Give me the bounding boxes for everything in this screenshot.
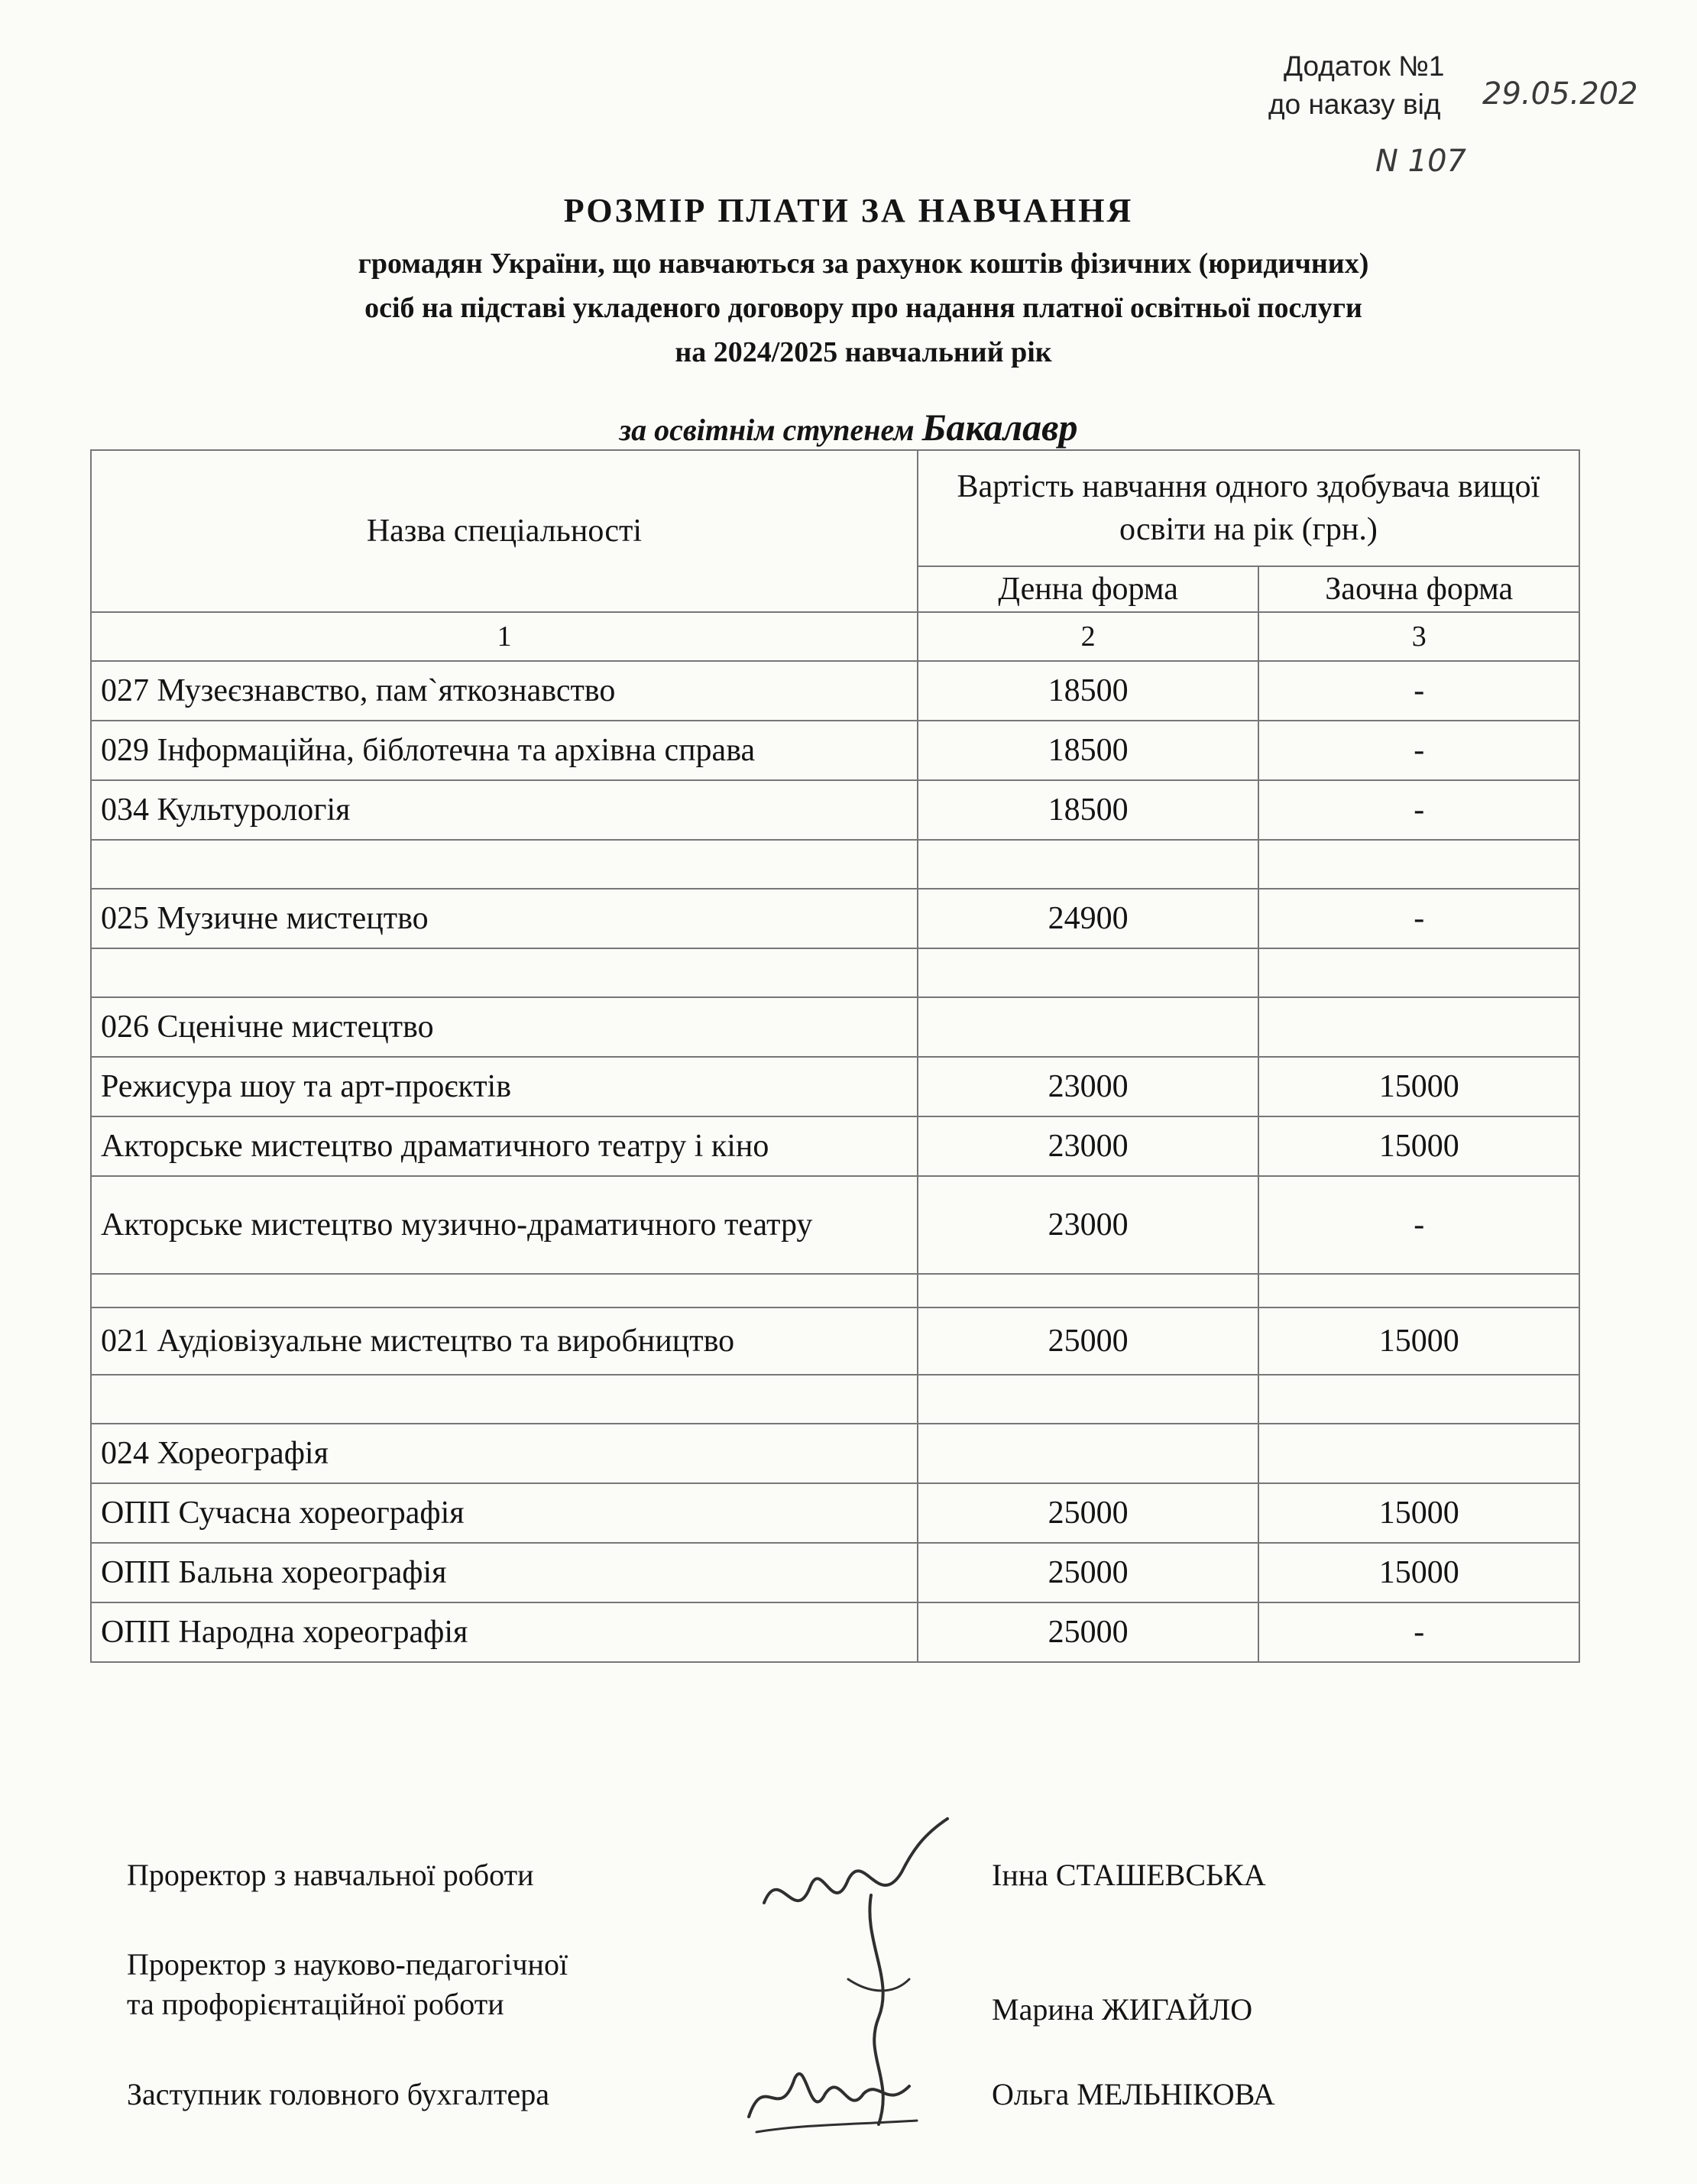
correspondence-fee: 15000 [1258,1483,1579,1543]
column-number-2: 2 [918,612,1259,661]
table-spacer-row [91,948,1579,997]
correspondence-fee [1258,997,1579,1057]
day-fee: 18500 [918,780,1259,840]
degree-value: Бакалавр [921,406,1078,449]
table-row [91,1483,1579,1543]
table-spacer-row [91,1274,1579,1307]
signatory-name-2: Марина ЖИГАЙЛО [992,1992,1253,2027]
signature-mark-1-text: Шваг [772,1895,774,1896]
handwritten-date: 29.05.202 [1482,76,1638,112]
subtitle-line-1: громадян України, що навчаються за рахунок коштів фізичних (юридичних) [358,248,1369,280]
signatory-position-2-line-2: та профорієнтаційної роботи [127,1987,504,2021]
specialty-name: ОПП Бальна хореографія [91,1543,918,1602]
table-row [91,1543,1579,1602]
table-row [91,997,1579,1057]
signatory-position-2 [127,1945,568,2024]
day-fee [918,997,1259,1057]
specialty-name: 021 Аудіовізуальне мистецтво та виробництво [91,1307,918,1375]
table-row [91,721,1579,780]
correspondence-fee: 15000 [1258,1543,1579,1602]
table-row [91,889,1579,948]
header-specialty-name: Назва спеціальності [91,450,918,612]
appendix-line-2: до наказу від [1268,89,1441,120]
correspondence-fee: - [1258,1602,1579,1662]
correspondence-fee: - [1258,1176,1579,1274]
day-fee: 23000 [918,1116,1259,1176]
correspondence-fee: - [1258,721,1579,780]
degree-prefix: за освітнім ступенем [619,413,915,447]
day-fee: 25000 [918,1483,1259,1543]
correspondence-fee: 15000 [1258,1057,1579,1116]
day-fee: 18500 [918,661,1259,721]
table-spacer-row [91,1375,1579,1424]
header-cost: Вартість навчання одного здобувача вищої освіти на рік (грн.) [918,450,1579,566]
correspondence-fee: 15000 [1258,1307,1579,1375]
signatory-name-3: Ольга МЕЛЬНІКОВА [992,2077,1275,2111]
day-fee: 18500 [918,721,1259,780]
day-fee: 23000 [918,1176,1259,1274]
appendix-line-1: Додаток №1 [1284,50,1445,82]
signatory-position-1: Проректор з навчальної роботи [127,1858,534,1892]
signatory-name-1: Інна СТАШЕВСЬКА [992,1858,1266,1892]
table-row [91,1116,1579,1176]
subtitle-line-3: на 2024/2025 навчальний рік [675,336,1052,368]
signature-mark-2-text: Мел [749,2117,751,2118]
day-fee [918,1424,1259,1483]
correspondence-fee: - [1258,889,1579,948]
specialty-name: 034 Культурологія [91,780,918,840]
column-number-1: 1 [91,612,918,661]
day-fee: 24900 [918,889,1259,948]
correspondence-fee: 15000 [1258,1116,1579,1176]
day-fee: 23000 [918,1057,1259,1116]
specialty-name: ОПП Сучасна хореографія [91,1483,918,1543]
specialty-name: Акторське мистецтво музично-драматичного театру [91,1176,918,1274]
table-spacer-row [91,840,1579,889]
document-title: РОЗМІР ПЛАТИ ЗА НАВЧАННЯ [563,192,1134,229]
specialty-group-name: 024 Хореографія [91,1424,918,1483]
day-fee: 25000 [918,1307,1259,1375]
table-row [91,1176,1579,1274]
specialty-name: ОПП Народна хореографія [91,1602,918,1662]
table-row [91,1602,1579,1662]
day-fee: 25000 [918,1602,1259,1662]
correspondence-fee: - [1258,661,1579,721]
table-row [91,1424,1579,1483]
specialty-name: Акторське мистецтво драматичного театру і кіно [91,1116,918,1176]
specialty-name: Режисура шоу та арт-проєктів [91,1057,918,1116]
specialty-name: 027 Музеєзнавство, пам`яткознавство [91,661,918,721]
day-fee: 25000 [918,1543,1259,1602]
specialty-name: 025 Музичне мистецтво [91,889,918,948]
specialty-group-name: 026 Сценічне мистецтво [91,997,918,1057]
degree-line [0,405,1697,449]
appendix-note [1268,47,1444,124]
fees-table [90,449,1580,1663]
subtitle-line-2: осіб на підставі укладеного договору про надання платної освітньої послуги [364,292,1362,324]
header-correspondence-form: Заочна форма [1258,566,1579,612]
specialty-name: 029 Інформаційна, біблотечна та архівна справа [91,721,918,780]
correspondence-fee: - [1258,780,1579,840]
signature-mark-2 [734,2048,932,2147]
table-row [91,1057,1579,1116]
document-subtitle [138,241,1589,374]
table-row [91,661,1579,721]
column-number-3: 3 [1258,612,1579,661]
table-row [91,780,1579,840]
correspondence-fee [1258,1424,1579,1483]
signatory-position-3: Заступник головного бухгалтера [127,2077,549,2111]
handwritten-order-number: N 107 [1375,144,1466,179]
signatory-position-2-line-1: Проректор з науково-педагогічної [127,1947,568,1981]
table-row [91,1307,1579,1375]
header-day-form: Денна форма [918,566,1259,612]
